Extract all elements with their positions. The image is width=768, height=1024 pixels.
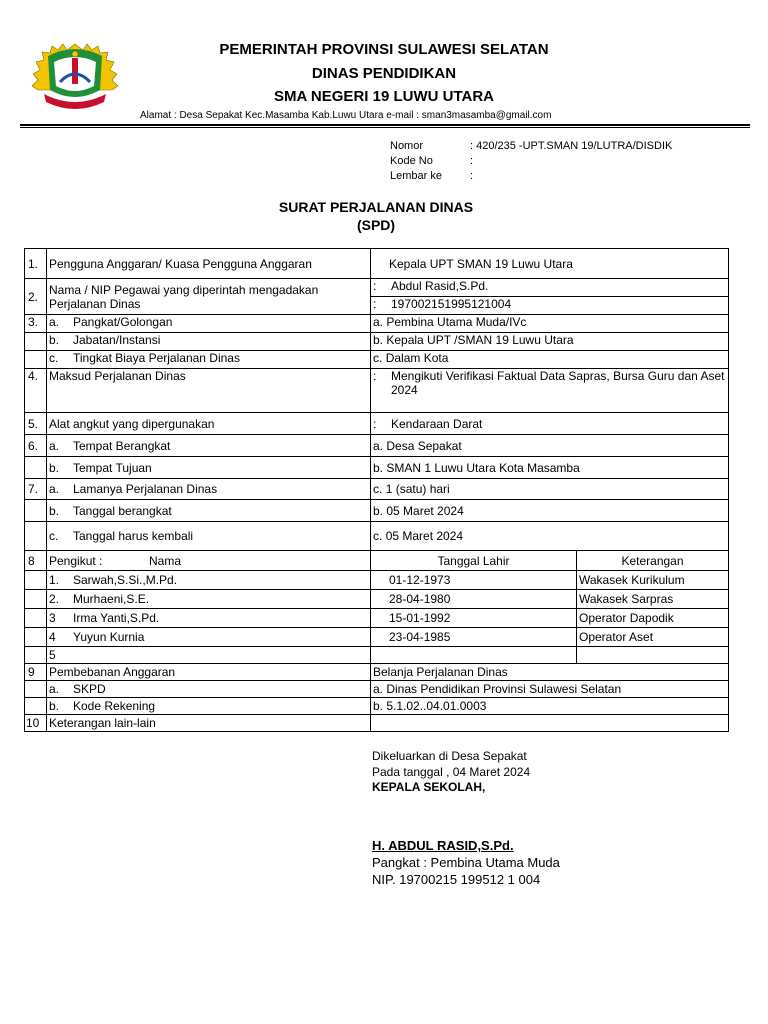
row-label: a. Pangkat/Golongan [47,315,371,333]
follower-dob: 01-12-1973 [371,571,577,590]
meta-kode-value: : [470,155,474,167]
table-row [25,664,729,681]
row-label: Alat angkut yang dipergunakan [47,413,371,435]
table-row [25,522,729,551]
row-number: 8 [25,551,47,571]
row-label: c. Tingkat Biaya Perjalanan Dinas [47,351,371,369]
row-value: c. 1 (satu) hari [371,479,729,500]
table-row [25,500,729,522]
row-number: 7. [25,479,47,500]
follower-dob: 23-04-1985 [371,628,577,647]
table-row [25,279,729,297]
signer-rank: Pangkat : Pembina Utama Muda [372,855,560,870]
row-value: a. Dinas Pendidikan Provinsi Sulawesi Selatan [371,681,729,698]
row-value: c. 05 Maret 2024 [371,522,729,551]
table-row [25,351,729,369]
table-row [25,315,729,333]
row-value: Belanja Perjalanan Dinas [371,664,729,681]
follower-name: 5 [47,647,371,664]
table-row [25,551,729,571]
row-label: a. Lamanya Perjalanan Dinas [47,479,371,500]
col-header-nama: Nama [149,553,182,568]
row-number: 10 [25,715,47,732]
follower-dob [371,647,577,664]
row-label: a. SKPD [47,681,371,698]
row-value: b. SMAN 1 Luwu Utara Kota Masamba [371,457,729,479]
signer-name: H. ABDUL RASID,S.Pd. [372,838,514,853]
table-row [25,435,729,457]
follower-note: Wakasek Sarpras [577,590,729,609]
follower-name: 3 Irma Yanti,S.Pd. [47,609,371,628]
issued-at: Dikeluarkan di Desa Sepakat [372,749,527,763]
meta-lembar-label: Lembar ke [390,170,442,182]
header-government: PEMERINTAH PROVINSI SULAWESI SELATAN [219,41,549,58]
meta-nomor-label: Nomor [390,140,424,152]
header-address: Alamat : Desa Sepakat Kec.Masamba Kab.Luwu Utara e-mail : sman3masamba@gmail.com [140,110,552,121]
follower-note [577,647,729,664]
follower-name: 4 Yuyun Kurnia [47,628,371,647]
employee-name: Abdul Rasid,S.Pd. [391,279,489,293]
row-value: b. Kepala UPT /SMAN 19 Luwu Utara [371,333,729,351]
table-row [25,698,729,715]
follower-note: Operator Dapodik [577,609,729,628]
row-value: : 197002151995121004 [371,297,729,315]
row-number: 1. [25,249,47,279]
table-row [25,369,729,413]
issued-date: Pada tanggal , 04 Maret 2024 [372,765,531,779]
row-value: : Mengikuti Verifikasi Faktual Data Sapras, Bursa Guru dan Aset 2024 [371,369,729,413]
row-number: 5. [25,413,47,435]
spd-table [24,248,729,732]
follower-row [25,609,729,628]
follower-row [25,647,729,664]
row-label: c. Tanggal harus kembali [47,522,371,551]
meta-nomor [390,140,672,152]
row-label: b. Tanggal berangkat [47,500,371,522]
row-value: : Kendaraan Darat [371,413,729,435]
employee-nip: 197002151995121004 [391,297,512,311]
row-label: Keterangan lain-lain [47,715,371,732]
row-label: Pembebanan Anggaran [47,664,371,681]
meta-lembar-value: : [470,170,474,182]
row-value: c. Dalam Kota [371,351,729,369]
row-value: Kepala UPT SMAN 19 Luwu Utara [371,249,729,279]
follower-dob: 28-04-1980 [371,590,577,609]
row-label: a. Tempat Berangkat [47,435,371,457]
row-label: Pengguna Anggaran/ Kuasa Pengguna Anggaran [47,249,371,279]
follower-name: 1. Sarwah,S.Si.,M.Pd. [47,571,371,590]
table-row [25,249,729,279]
row-label: b. Tempat Tujuan [47,457,371,479]
meta-nomor-value: : 420/235 -UPT.SMAN 19/LUTRA/DISDIK [470,140,673,152]
row-label: Pengikut : Nama [47,551,371,571]
signer-role: KEPALA SEKOLAH, [372,780,486,794]
row-value: a. Pembina Utama Muda/IVc [371,315,729,333]
row-label: b. Kode Rekening [47,698,371,715]
table-row [25,457,729,479]
row-label: b. Jabatan/Instansi [47,333,371,351]
document-title: SURAT PERJALANAN DINAS [278,199,474,215]
row-number: 4. [25,369,47,413]
row-number: 9 [25,664,47,681]
meta-lembar [390,170,473,182]
row-number: 2. [25,279,47,315]
follower-row [25,571,729,590]
follower-dob: 15-01-1992 [371,609,577,628]
row-value: : Abdul Rasid,S.Pd. [371,279,729,297]
table-row [25,333,729,351]
table-row [25,715,729,732]
row-number: 3. [25,315,47,333]
follower-row [25,628,729,647]
row-value: b. 05 Maret 2024 [371,500,729,522]
meta-kode-label: Kode No [390,155,433,167]
header-school: SMA NEGERI 19 LUWU UTARA [273,88,494,105]
follower-row [25,590,729,609]
col-header-keterangan: Keterangan [577,551,729,571]
header-divider-thin [20,127,750,128]
row-label: Maksud Perjalanan Dinas [47,369,371,413]
table-row [25,479,729,500]
meta-kode [390,155,473,167]
header-divider [20,124,750,126]
row-label: Nama / NIP Pegawai yang diperintah mengadakan Perjalanan Dinas [47,279,371,315]
row-number: 6. [25,435,47,457]
row-value [371,715,729,732]
follower-note: Wakasek Kurikulum [577,571,729,590]
header-department: DINAS PENDIDIKAN [311,65,457,82]
row-value: a. Desa Sepakat [371,435,729,457]
row-value: b. 5.1.02..04.01.0003 [371,698,729,715]
follower-name: 2. Murhaeni,S.E. [47,590,371,609]
document-subtitle: (SPD) [356,217,396,233]
signer-nip: NIP. 19700215 199512 1 004 [372,872,541,887]
table-row [25,681,729,698]
table-row [25,413,729,435]
follower-note: Operator Aset [577,628,729,647]
col-header-tanggal-lahir: Tanggal Lahir [371,551,577,571]
